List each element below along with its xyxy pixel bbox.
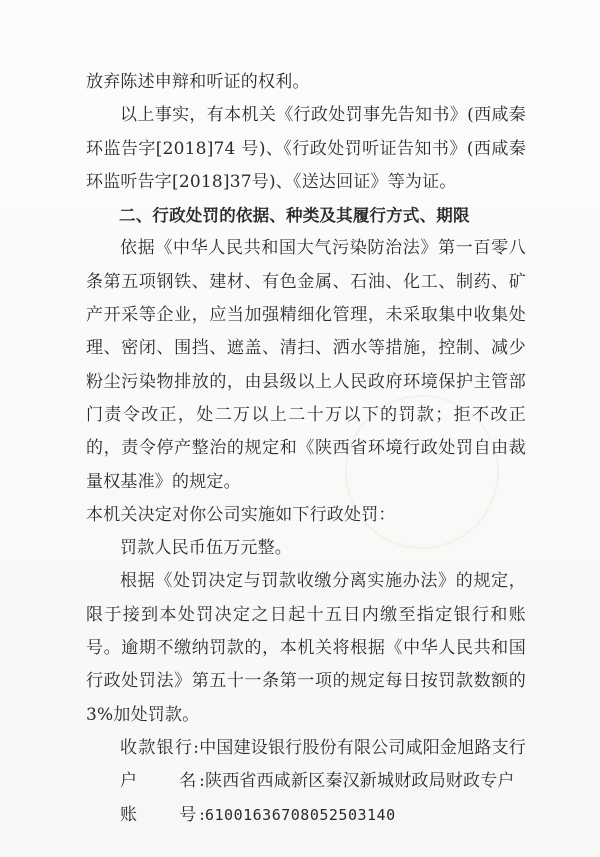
paragraph-decision-intro: 本机关决定对你公司实施如下行政处罚： — [86, 504, 396, 525]
paragraph-legal-basis: 依据《中华人民共和国大气污染防治法》第一百零八条第五项钢铁、建材、有色金属、石油、化工、制药、矿产开采等企业，应当加强精细化管理，未采取集中收集处理、密闭、围挡、遮盖、清扫、洒水等措施，控制、减少粉尘污染物排放的，由县级以上人民政府环境保护主管部门责令改正，处二万以上二十万以下的罚款；拒不改正的，责令停产整治的规定和《陕西省环境行政处罚自由裁量权基准》的规定。 — [86, 238, 526, 492]
payment-account-name-label: 户 名: — [120, 771, 205, 792]
paragraph-waiver: 放弃陈述申辩和听证的权利。 — [86, 72, 310, 92]
payment-account-number-label: 账 号: — [120, 804, 205, 825]
section-heading-basis: 二、行政处罚的依据、种类及其履行方式、期限 — [119, 206, 470, 226]
payment-bank-row — [86, 732, 526, 765]
payment-account-name-row — [86, 765, 526, 798]
payment-bank-value: 中国建设银行股份有限公司咸阳金旭路支行 — [199, 737, 526, 758]
payment-account-name-value: 陕西省西咸新区秦汉新城财政局财政专户 — [205, 771, 515, 792]
document-body — [86, 66, 526, 832]
paragraph-payment-rules: 根据《处罚决定与罚款收缴分离实施办法》的规定，限于接到本处罚决定之日起十五日内缴至指定银行和账号。逾期不缴纳罚款的，本机关将根据《中华人民共和国行政处罚法》第五十一条第一项的规定每日按罚款数额的 3%加处罚款。 — [86, 571, 526, 725]
paragraph-fine-amount: 罚款人民币伍万元整。 — [120, 538, 292, 559]
payment-bank-label: 收款银行: — [120, 737, 200, 758]
paragraph-evidence: 以上事实，有本机关《行政处罚事先告知书》(西咸秦环监告字[2018]74 号)、《行政处罚听证告知书》(西咸秦环监听告字[2018]37号)、《送达回证》等为证。 — [86, 105, 526, 192]
payment-account-number-row — [86, 799, 526, 832]
payment-account-number-value: 61001636708052503140 — [205, 805, 396, 824]
